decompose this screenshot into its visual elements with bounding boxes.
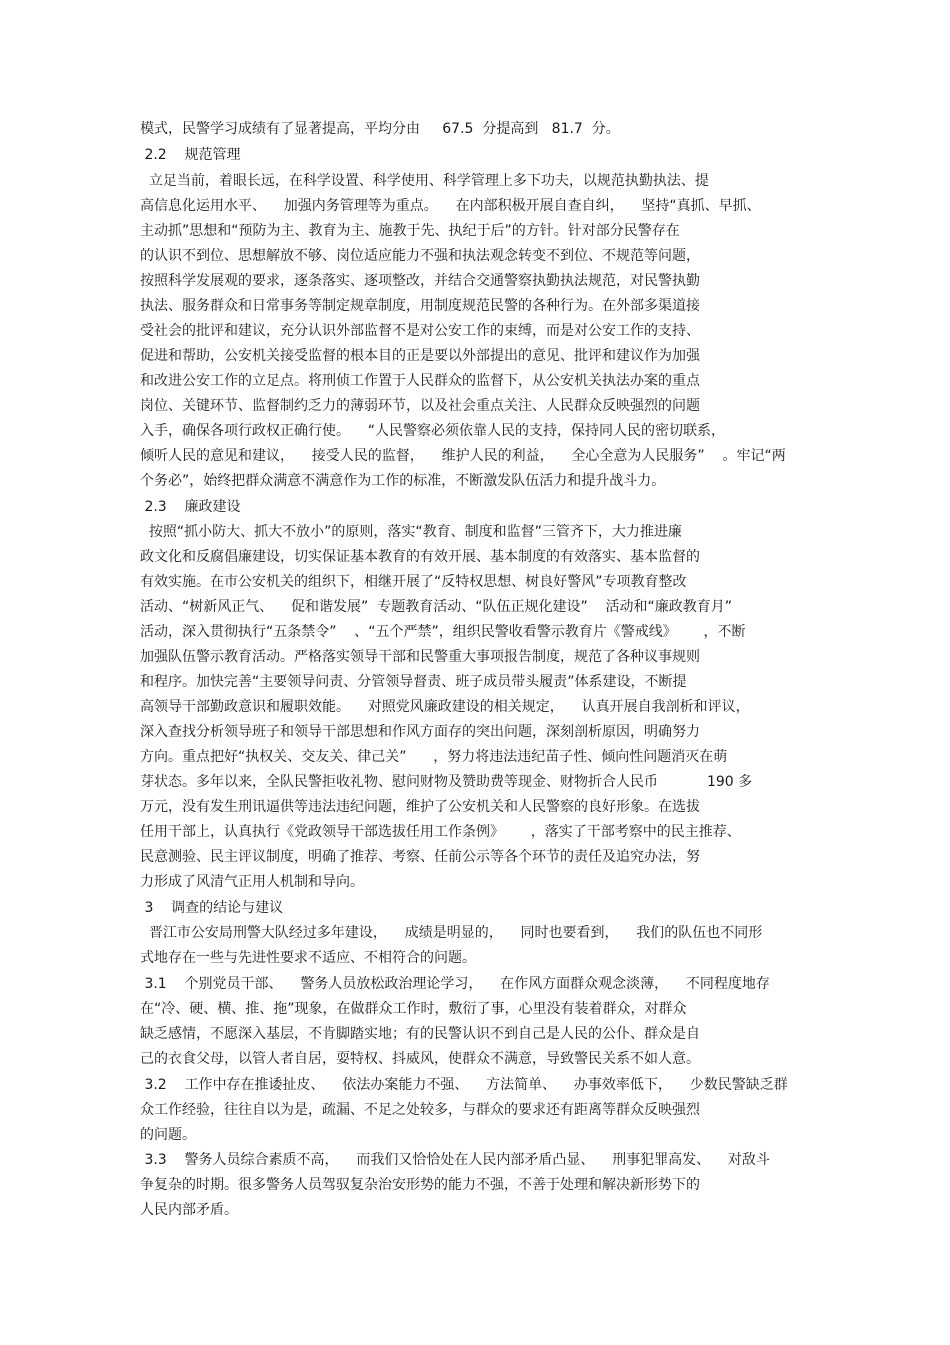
text-line: 促进和帮助，公安机关接受监督的根本目的正是要以外部提出的意见、批评和建议作为加强 xyxy=(140,348,700,364)
text-line: 3 调查的结论与建议 xyxy=(140,900,284,916)
text-line: 活动、“树新风正气、 促和谐发展” 专题教育活动、“队伍正规化建设” 活动和“廉政教育月” xyxy=(140,599,733,615)
text-line: 3.1 个别党员干部、 警务人员放松政治理论学习， 在作风方面群众观念淡薄， 不同程度地存 xyxy=(140,976,770,992)
text-line: 的问题。 xyxy=(140,1127,196,1143)
text-line: 2.2 规范管理 xyxy=(140,147,241,163)
text-line: 己的衣食父母，以管人者自居，耍特权、抖威风，使群众不满意，导致警民关系不如人意。 xyxy=(140,1051,700,1067)
text-line: 按照科学发展观的要求，逐条落实、逐项整改，并结合交通警察执勤执法规范，对民警执勤 xyxy=(140,273,700,289)
text-line: 高领导干部勤政意识和履职效能。 对照党风廉政建设的相关规定， 认真开展自我剖析和评议， xyxy=(140,699,750,715)
text-line: 政文化和反腐倡廉建设，切实保证基本教育的有效开展、基本制度的有效落实、基本监督的 xyxy=(140,549,700,565)
text-line: 式地存在一些与先进性要求不适应、不相符合的问题。 xyxy=(140,950,476,966)
text-line: 晋江市公安局刑警大队经过多年建设， 成绩是明显的， 同时也要看到， 我们的队伍也不同形 xyxy=(140,925,763,941)
text-line: 力形成了风清气正用人机制和导向。 xyxy=(140,874,364,890)
text-line: 入手，确保各项行政权正确行使。 “人民警察必须依靠人民的支持，保持同人民的密切联系， xyxy=(140,423,726,439)
text-line: 争复杂的时期。很多警务人员驾驭复杂治安形势的能力不强，不善于处理和解决新形势下的 xyxy=(140,1177,700,1193)
text-line: 芽状态。多年以来，全队民警拒收礼物、慰问财物及赞助费等现金、财物折合人民币 190 多 xyxy=(140,774,753,790)
text-line: 缺乏感情，不愿深入基层，不肯脚踏实地；有的民警认识不到自己是人民的公仆、群众是自 xyxy=(140,1026,700,1042)
text-line: 岗位、关键环节、监督制约乏力的薄弱环节，以及社会重点关注、人民群众反映强烈的问题 xyxy=(140,398,700,414)
text-line: 在“冷、硬、横、推、拖”现象，在做群众工作时，敷衍了事，心里没有装着群众，对群众 xyxy=(140,1001,687,1017)
text-line: 和程序。加快完善“主要领导问责、分管领导督责、班子成员带头履责”体系建设，不断提 xyxy=(140,674,687,690)
text-line: 有效实施。在市公安机关的组织下，相继开展了“反特权思想、树良好警风”专项教育整改 xyxy=(140,574,687,590)
text-line: 任用干部上，认真执行《党政领导干部选拔任用工作条例》 ，落实了干部考察中的民主推荐、 xyxy=(140,824,741,840)
text-line: 3.3 警务人员综合素质不高， 而我们又恰恰处在人民内部矛盾凸显、 刑事犯罪高发、 对敌斗 xyxy=(140,1152,770,1168)
text-line: 的认识不到位、思想解放不够、岗位适应能力不强和执法观念转变不到位、不规范等问题， xyxy=(140,248,700,264)
text-line: 倾听人民的意见和建议， 接受人民的监督， 维护人民的利益， 全心全意为人民服务” 。牢记“两 xyxy=(140,448,786,464)
text-line: 按照“抓小防大、抓大不放小”的原则，落实“教育、制度和监督”三管齐下，大力推进廉 xyxy=(140,524,682,540)
text-line: 活动，深入贯彻执行“五条禁令” 、“五个严禁”，组织民警收看警示教育片《警戒线》 ，不断 xyxy=(140,624,746,640)
text-line: 民意测验、民主评议制度，明确了推荐、考察、任前公示等各个环节的责任及追究办法，努 xyxy=(140,849,700,865)
text-line: 模式，民警学习成绩有了显著提高，平均分由 67.5 分提高到 81.7 分。 xyxy=(140,121,620,137)
text-line: 3.2 工作中存在推诿扯皮、 依法办案能力不强、 方法简单、 办事效率低下， 少数民警缺乏群 xyxy=(140,1077,788,1093)
text-line: 个务必”，始终把群众满意不满意作为工作的标准，不断激发队伍活力和提升战斗力。 xyxy=(140,473,666,489)
text-line: 高信息化运用水平、 加强内务管理等为重点。 在内部积极开展自查自纠， 坚持“真抓、早抓、 xyxy=(140,198,761,214)
text-line: 深入查找分析领导班子和领导干部思想和作风方面存的突出问题，深刻剖析原因，明确努力 xyxy=(140,724,700,740)
text-line: 主动抓”思想和“预防为主、教育为主、施教于先、执纪于后”的方针。针对部分民警存在 xyxy=(140,223,680,239)
text-line: 和改进公安工作的立足点。将刑侦工作置于人民群众的监督下，从公安机关执法办案的重点 xyxy=(140,373,700,389)
text-line: 执法、服务群众和日常事务等制定规章制度，用制度规范民警的各种行为。在外部多渠道接 xyxy=(140,298,700,314)
text-line: 2.3 廉政建设 xyxy=(140,499,241,515)
text-line: 万元，没有发生刑讯逼供等违法违纪问题，维护了公安机关和人民警察的良好形象。在选拔 xyxy=(140,799,700,815)
text-line: 众工作经验，往往自以为是，疏漏、不足之处较多，与群众的要求还有距离等群众反映强烈 xyxy=(140,1102,700,1118)
text-line: 人民内部矛盾。 xyxy=(140,1202,238,1218)
text-line: 受社会的批评和建议，充分认识外部监督不是对公安工作的束缚，而是对公安工作的支持、 xyxy=(140,323,700,339)
text-line: 加强队伍警示教育活动。严格落实领导干部和民警重大事项报告制度，规范了各种议事规则 xyxy=(140,649,700,665)
text-line: 立足当前，着眼长远，在科学设置、科学使用、科学管理上多下功夫，以规范执勤执法、提 xyxy=(140,173,709,189)
text-line: 方向。重点把好“执权关、交友关、律己关” ，努力将违法违纪苗子性、倾向性问题消灭在萌 xyxy=(140,749,728,765)
